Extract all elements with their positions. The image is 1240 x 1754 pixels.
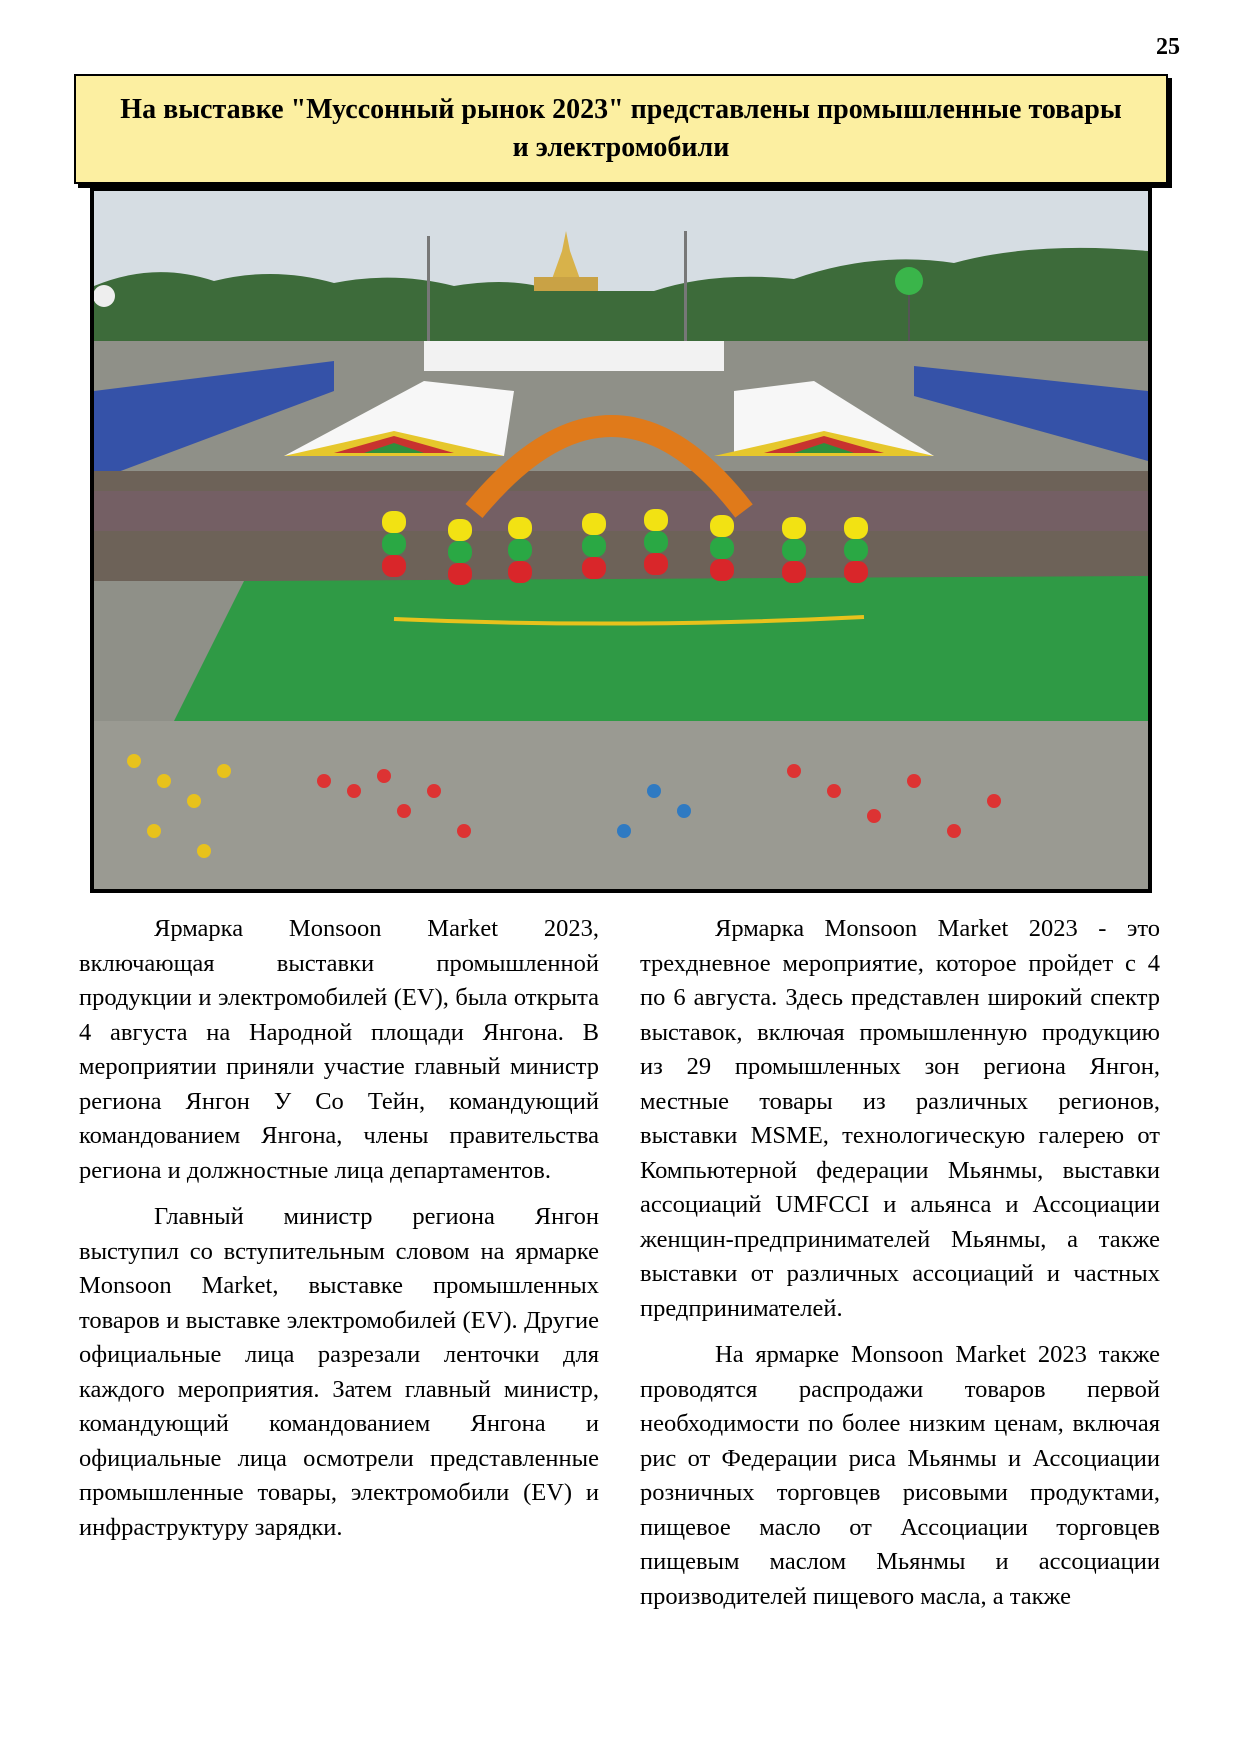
right-column bbox=[640, 912, 1160, 1626]
paragraph: Ярмарка Monsoon Market 2023 - это трехдневное мероприятие, которое пройдет с 4 по 6 августа. Здесь представлен широкий спектр выставок, включая промышленную продукцию из 29 промышленных зон региона Янгон, местные товары из различных регионов, выставки MSME, технологическую галерею от Компьютерной федерации Мьянмы, выставки ассоциаций UMFCCI и альянса и Ассоциации женщин-предпринимателей Мьянмы, а также выставки от различных ассоциаций и частных предпринимателей. bbox=[640, 915, 1160, 1322]
article-title-box bbox=[74, 74, 1168, 184]
article-photo bbox=[90, 187, 1152, 893]
page-number: 25 bbox=[1156, 34, 1180, 60]
article-title: На выставке "Муссонный рынок 2023" представлены промышленные товары и электромобили bbox=[120, 94, 1122, 163]
paragraph: На ярмарке Monsoon Market 2023 также проводятся распродажи товаров первой необходимости по более низким ценам, включая рис от Федерации риса Мьянмы и Ассоциации розничных торговцев рисовыми продуктами, пищевое масло от Ассоциации торговцев пищевым маслом Мьянмы и ассоциации производителей пищевого масла, а также bbox=[640, 1341, 1160, 1610]
left-column bbox=[79, 912, 599, 1557]
paragraph: Ярмарка Monsoon Market 2023, включающая выставки промышленной продукции и электромобилей (EV), была открыта 4 августа на Народной площади Янгона. В мероприятии приняли участие главный министр региона Янгон У Со Тейн, командующий командованием Янгона, члены правительства региона и должностные лица департаментов. bbox=[79, 915, 599, 1184]
photo-fair-opening-ceremony-icon bbox=[94, 191, 1148, 889]
paragraph: Главный министр региона Янгон выступил со вступительным словом на ярмарке Monsoon Market, выставке промышленных товаров и выставке электромобилей (EV). Другие официальные лица разрезали ленточки для каждого мероприятия. Затем главный министр, командующий командованием Янгона и официальные лица осмотрели представленные промышленные товары, электромобили (EV) и инфраструктуру зарядки. bbox=[79, 1203, 599, 1541]
